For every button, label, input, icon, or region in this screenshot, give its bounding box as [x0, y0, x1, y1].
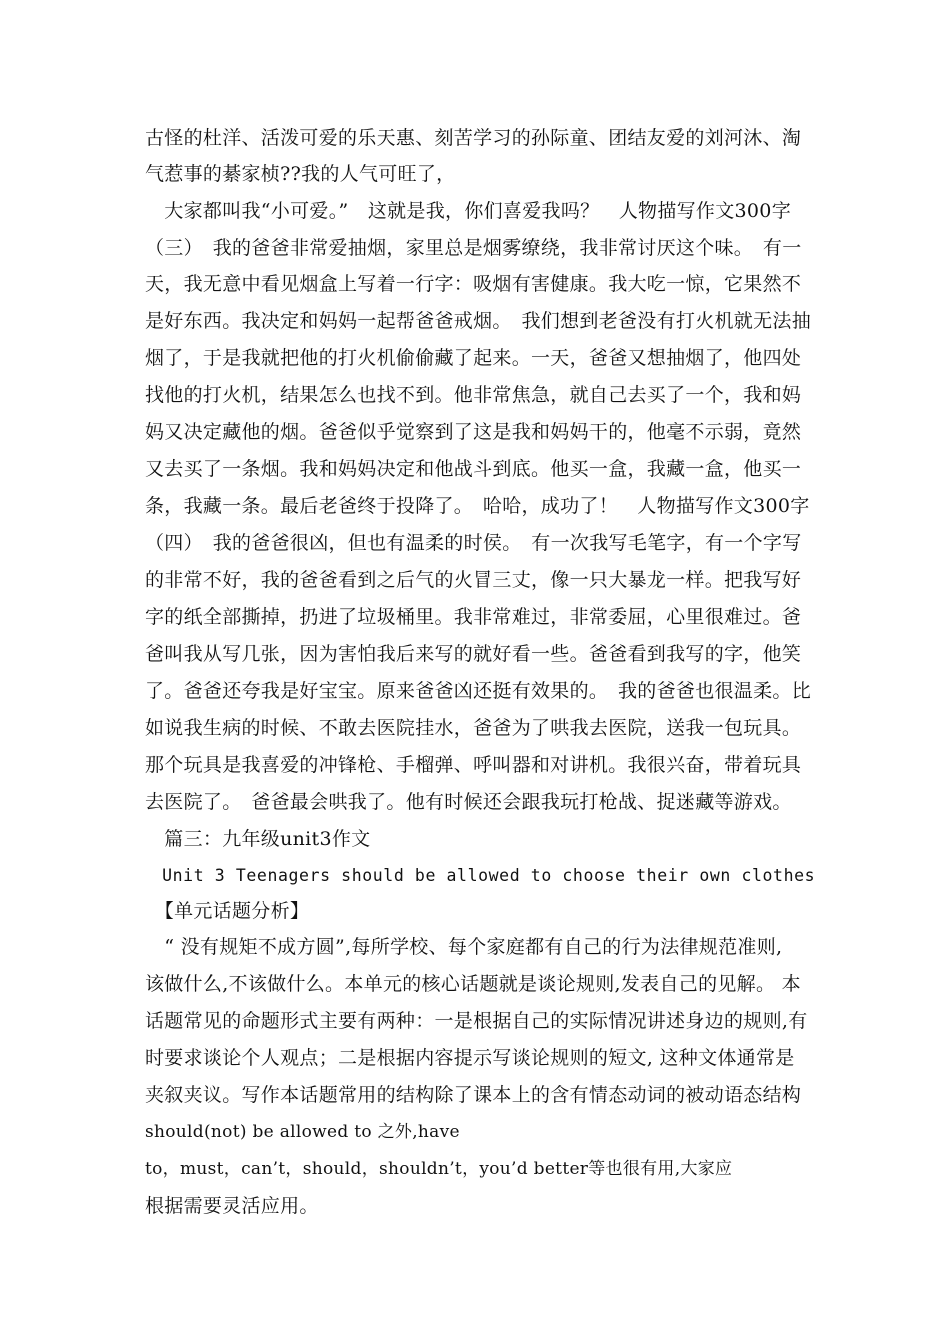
- text-line: 古怪的杜洋、活泼可爱的乐天惠、刻苦学习的孙际童、团结友爱的刘河沐、淘: [145, 127, 802, 149]
- text-line: 话题常见的命题形式主要有两种：一是根据自己的实际情况讲述身边的规则,有: [145, 1010, 808, 1032]
- text-line: 字的纸全部撕掉，扔进了垃圾桶里。我非常难过，非常委屈，心里很难过。爸: [145, 606, 802, 628]
- text-line: 那个玩具是我喜爱的冲锋枪、手榴弹、呼叫器和对讲机。我很兴奋，带着玩具: [145, 754, 802, 776]
- text-line: “ 没有规矩不成方圆”,每所学校、每个家庭都有自己的行为法律规范准则,: [145, 936, 783, 958]
- text-line: 如说我生病的时候、不敢去医院挂水，爸爸为了哄我去医院，送我一包玩具。: [145, 717, 802, 739]
- text-line: 条，我藏一条。最后老爸终于投降了。 哈哈，成功了！ 人物描写作文300字: [145, 495, 810, 517]
- text-line: 妈又决定藏他的烟。爸爸似乎觉察到了这是我和妈妈干的，他毫不示弱，竟然: [145, 421, 802, 443]
- text-line: 夹叙夹议。写作本话题常用的结构除了课本上的含有情态动词的被动语态结构: [145, 1084, 802, 1106]
- text-line: to，must，can’t，should，shouldn’t，you’d better等也很有用,大家应: [145, 1159, 733, 1179]
- text-line: 找他的打火机，结果怎么也找不到。他非常焦急，就自己去买了一个，我和妈: [145, 384, 802, 406]
- text-line: 了。爸爸还夸我是好宝宝。原来爸爸凶还挺有效果的。 我的爸爸也很温柔。比: [145, 680, 812, 702]
- text-line: （四） 我的爸爸很凶，但也有温柔的时侯。 有一次我写毛笔字，有一个字写: [145, 532, 802, 554]
- text-line: 去医院了。 爸爸最会哄我了。他有时候还会跟我玩打枪战、捉迷藏等游戏。: [145, 791, 792, 813]
- text-line: should(not) be allowed to 之外,have: [145, 1122, 460, 1142]
- text-line: 根据需要灵活应用。: [145, 1195, 319, 1217]
- text-line: （三） 我的爸爸非常爱抽烟，家里总是烟雾缭绕，我非常讨厌这个味。 有一: [145, 237, 802, 259]
- text-line: 该做什么,不该做什么。本单元的核心话题就是谈论规则,发表自己的见解。 本: [145, 973, 801, 995]
- text-line: 大家都叫我“小可爱。” 这就是我，你们喜爱我吗？ 人物描写作文300字: [145, 200, 791, 222]
- subheading: 【单元话题分析】: [145, 900, 310, 922]
- text-line: 气惹事的綦家桢??我的人气可旺了，: [145, 163, 456, 185]
- text-line: 时要求谈论个人观点；二是根据内容提示写谈论规则的短文, 这种文体通常是: [145, 1047, 795, 1069]
- text-line: 是好东西。我决定和妈妈一起帮爸爸戒烟。 我们想到老爸没有打火机就无法抽: [145, 310, 812, 332]
- text-line: 的非常不好，我的爸爸看到之后气的火冒三丈，像一只大暴龙一样。把我写好: [145, 569, 802, 591]
- text-line: 烟了，于是我就把他的打火机偷偷藏了起来。一天，爸爸又想抽烟了，他四处: [145, 347, 802, 369]
- section-heading: 篇三：九年级unit3作文: [145, 828, 371, 850]
- text-line: 爸叫我从写几张，因为害怕我后来写的就好看一些。爸爸看到我写的字，他笑: [145, 643, 802, 665]
- english-title: Unit 3 Teenagers should be allowed to choose their own clothes: [145, 866, 816, 885]
- text-line: 天，我无意中看见烟盒上写着一行字：吸烟有害健康。我大吃一惊，它果然不: [145, 273, 802, 295]
- text-line: 又去买了一条烟。我和妈妈决定和他战斗到底。他买一盒，我藏一盒，他买一: [145, 458, 802, 480]
